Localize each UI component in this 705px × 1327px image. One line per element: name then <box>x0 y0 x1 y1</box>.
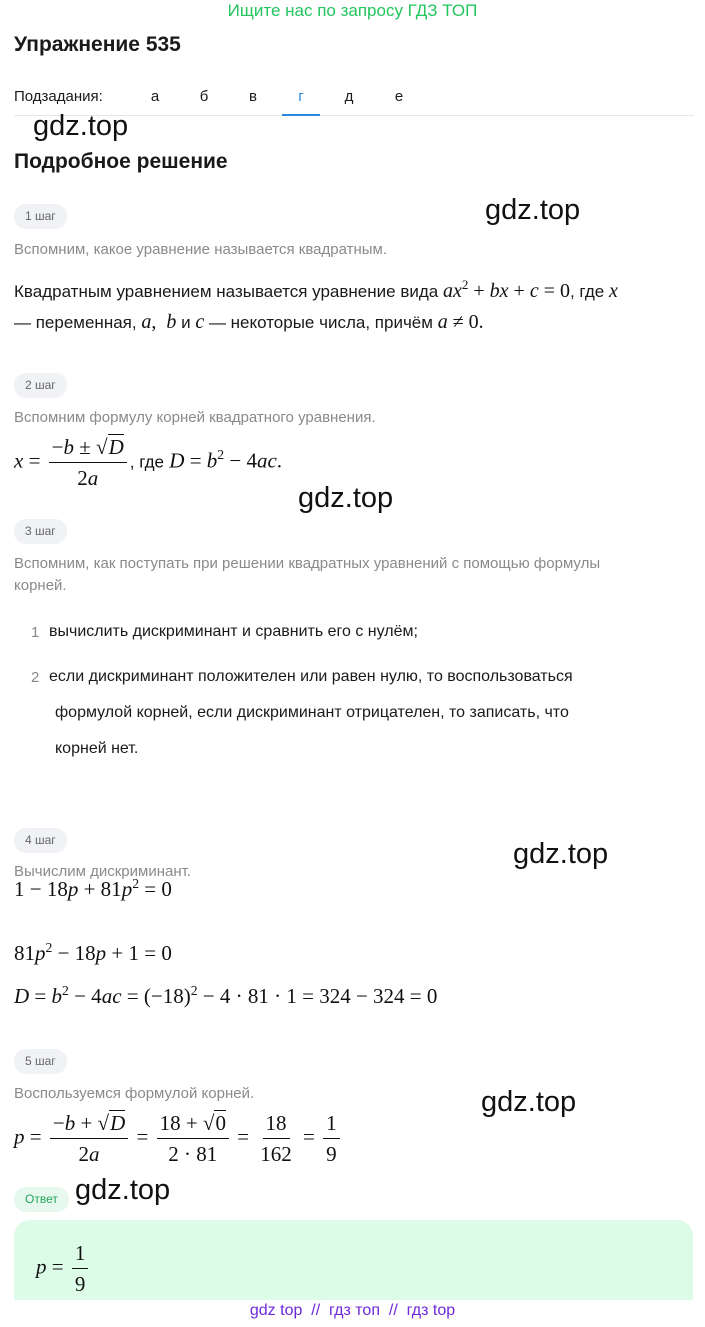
list-item: если дискриминант положителен или равен нулю, то воспользоваться <box>49 668 573 685</box>
subtask-tab-e[interactable]: е <box>394 88 404 105</box>
watermark: gdz.top <box>481 1086 577 1118</box>
step-badge: 3 шаг <box>14 519 67 544</box>
list-number: 2 <box>31 669 40 686</box>
subtask-tab-b[interactable]: б <box>199 88 209 105</box>
list-item: вычислить дискриминант и сравнить его с нулём; <box>49 623 418 640</box>
section-title: Подробное решение <box>14 150 228 173</box>
answer-box <box>14 1220 693 1300</box>
list-item: корней нет. <box>55 740 139 757</box>
step-badge: 5 шаг <box>14 1049 67 1074</box>
step-badge: 2 шаг <box>14 373 67 398</box>
step-hint: Воспользуемся формулой корней. <box>14 1085 255 1102</box>
subtask-tab-g[interactable]: г <box>282 88 320 116</box>
step-hint: Вспомним формулу корней квадратного уравнения. <box>14 409 376 426</box>
step-text: — переменная, a, b и c — некоторые числа, причём a ≠ 0. <box>14 311 484 333</box>
list-item: формулой корней, если дискриминант отрицателен, то записать, что <box>55 704 569 721</box>
footer-links[interactable]: gdz top // гдз топ // гдз top <box>249 1302 456 1319</box>
watermark: gdz.top <box>75 1174 171 1206</box>
roots-calculation: p = $\frac{-b + √D}{2a}$ = $\frac{18 + √0}{2 \cdot 81}$ = $\frac{18}{162}$ = $\frac{1}{9}$ <box>14 1110 343 1167</box>
step-hint: Вспомним, как поступать при решении квадратных уравнений с помощью формулы <box>14 555 601 572</box>
subtask-tab-v[interactable]: в <box>249 88 257 105</box>
subtasks-label: Подзадания: <box>14 88 103 105</box>
page-title: Упражнение 535 <box>14 33 181 56</box>
step-badge: 4 шаг <box>14 828 67 853</box>
step-hint: корней. <box>14 577 67 594</box>
top-banner: Ищите нас по запросу ГДЗ ТОП <box>227 1 478 20</box>
step-hint: Вычислим дискриминант. <box>14 863 191 880</box>
roots-formula: x = $\frac{-b \pm √D}{2a}$ , где $D = b^2 - 4ac$. <box>14 435 283 490</box>
subtask-tab-d[interactable]: д <box>344 88 354 105</box>
step-text: Квадратным уравнением называется уравнение вида $ax^2$ + bx + c = 0, где x <box>14 277 618 302</box>
watermark: gdz.top <box>298 482 394 514</box>
equation: $D = b^2 - 4ac = (-18)^2 - 4 \cdot 81 \cdot 1 = 324 - 324 = 0$ <box>14 983 438 1009</box>
answer-value: p = $\frac{1}{9}$ <box>36 1240 91 1297</box>
subtask-tab-a[interactable]: а <box>150 88 160 105</box>
equation: $81p^2 - 18p + 1 = 0$ <box>14 940 172 966</box>
watermark: gdz.top <box>33 110 129 142</box>
step-hint: Вспомним, какое уравнение называется квадратным. <box>14 241 388 258</box>
list-number: 1 <box>31 624 40 641</box>
answer-badge: Ответ <box>14 1187 69 1212</box>
step-badge: 1 шаг <box>14 204 67 229</box>
equation: $1 - 18p + 81p^2 = 0$ <box>14 876 172 902</box>
watermark: gdz.top <box>513 838 609 870</box>
watermark: gdz.top <box>485 194 581 226</box>
